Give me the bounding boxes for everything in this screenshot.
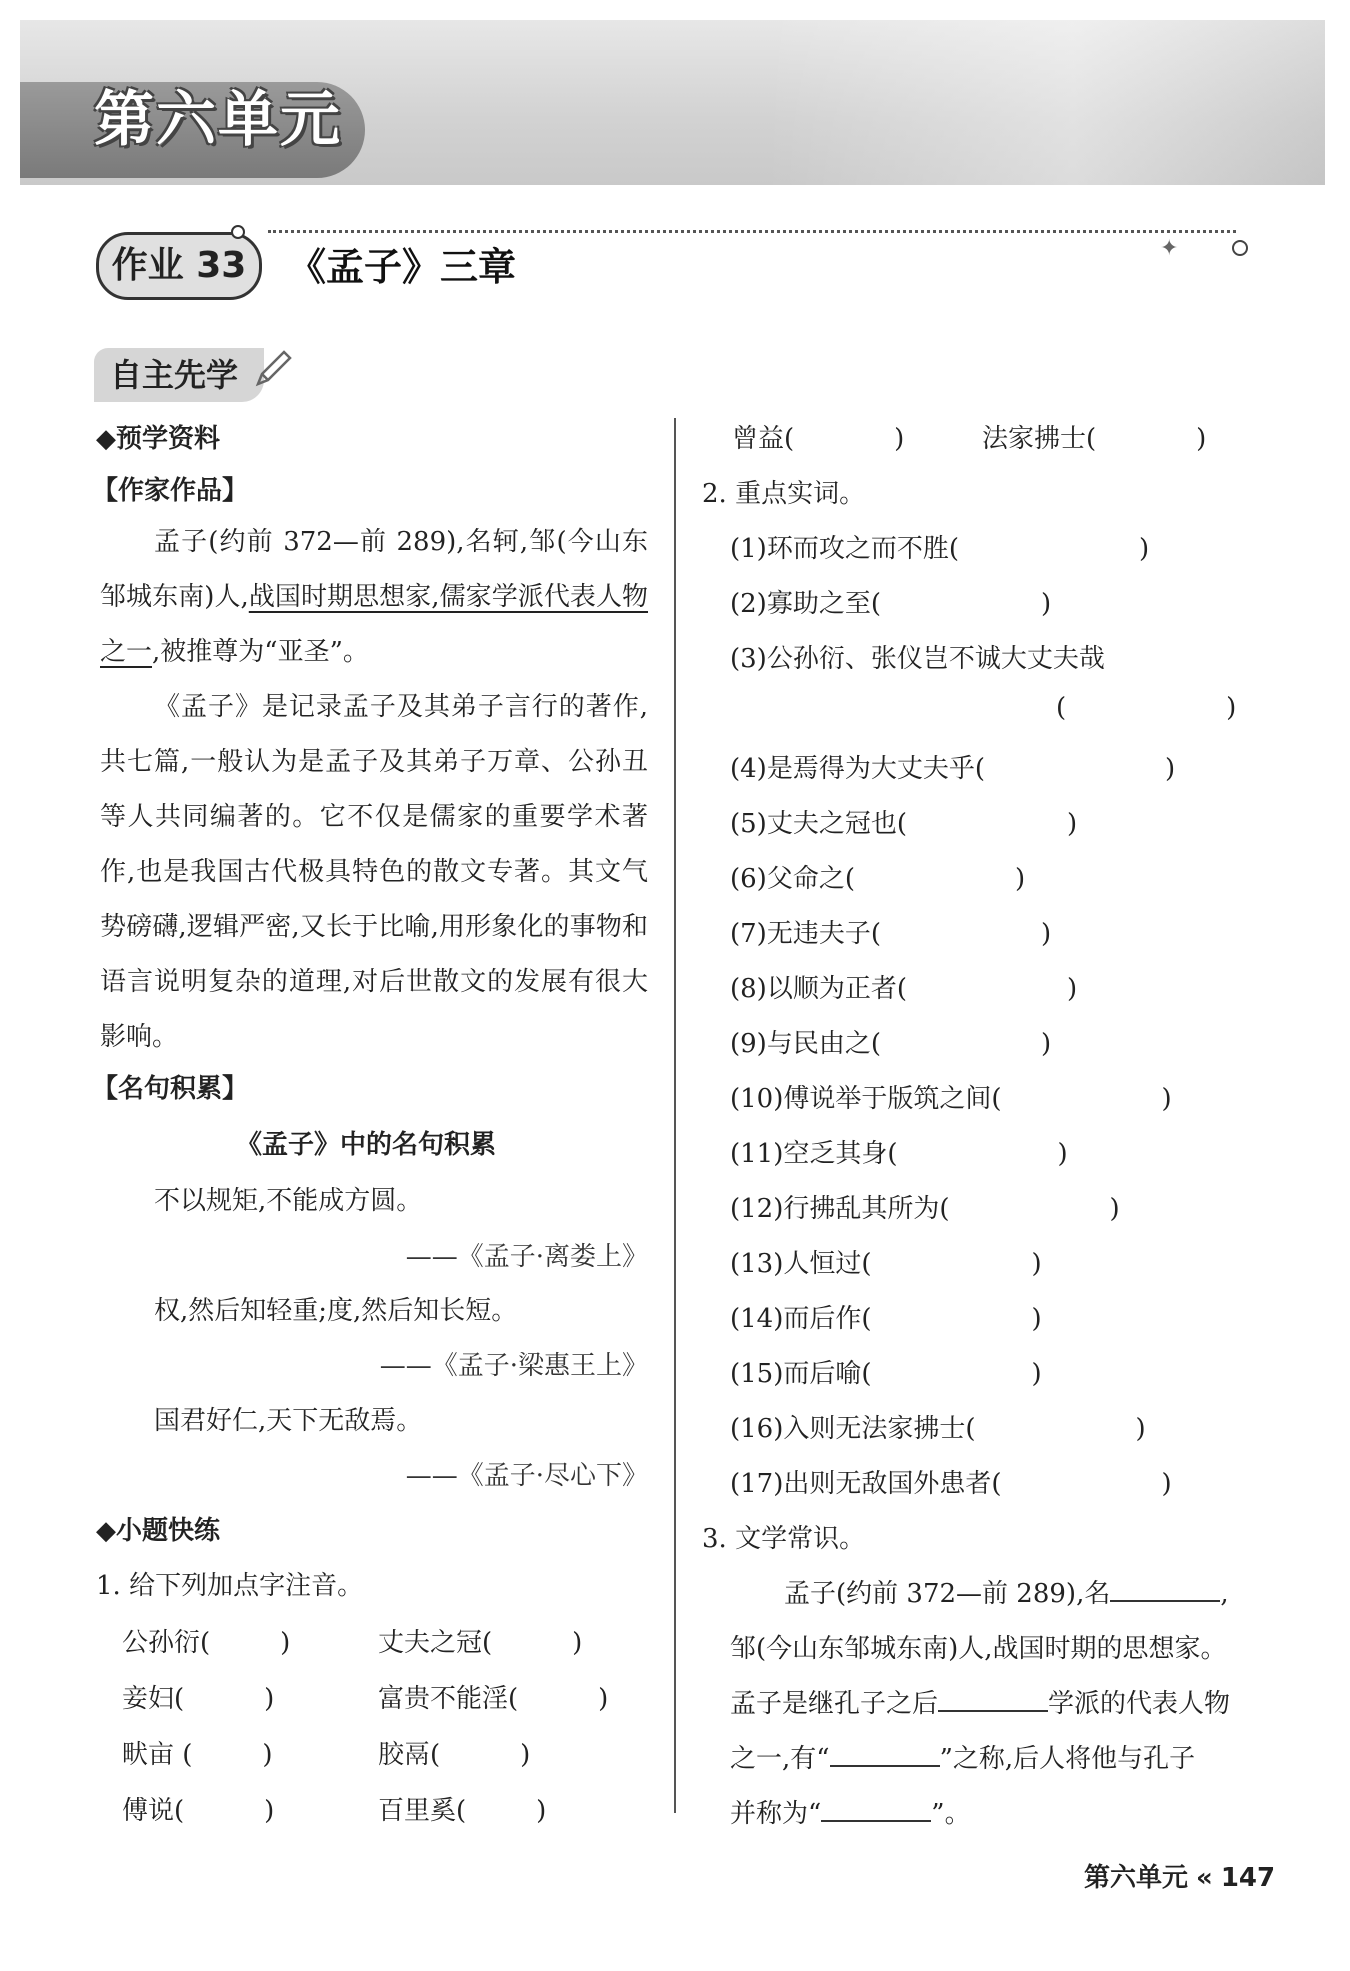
word-item: (3)公孙衍、张仪岂不诚大丈夫哉 (730, 644, 1105, 674)
word-item: (12)行拂乱其所为( ) (730, 1194, 1120, 1224)
quotes-title: 《孟子》中的名句积累 (236, 1130, 497, 1160)
quote-source: ——《孟子·尽心下》 (405, 1461, 648, 1491)
word-item: (9)与民由之( ) (730, 1029, 1052, 1059)
para1-underlined: 战国时期思想家,儒家学派代表人物之一 (100, 582, 649, 667)
word-answer-paren: ( ) (1056, 693, 1237, 723)
literature-line: 孟子(约前 372—前 289),名 , (784, 1573, 1229, 1610)
fill-blank[interactable] (821, 1796, 931, 1822)
word-item: (5)丈夫之冠也( ) (730, 809, 1078, 839)
word-item: (14)而后作( ) (730, 1304, 1042, 1334)
word-item: (2)寡助之至( ) (730, 589, 1052, 619)
unit-title: 第六单元 (94, 85, 342, 155)
quote-text: 权,然后知轻重;度,然后知长短。 (154, 1296, 518, 1326)
pinyin-item: 妾妇( ) (122, 1684, 275, 1714)
pinyin-item: 傅说( ) (122, 1796, 275, 1826)
fill-blank[interactable] (1110, 1576, 1220, 1602)
word-item: (1)环而攻之而不胜( ) (730, 534, 1150, 564)
word-item: (13)人恒过( ) (730, 1249, 1042, 1279)
pinyin-item: 法家拂士( ) (982, 424, 1207, 454)
lesson-title: 《孟子》三章 (288, 245, 517, 289)
literature-line: 并称为“ ”。 (730, 1793, 971, 1830)
section-tab: 自主先学 (94, 348, 264, 402)
quote-source: ——《孟子·梁惠王上》 (379, 1351, 648, 1381)
word-item: (11)空乏其身( ) (730, 1139, 1068, 1169)
word-item: (10)傅说举于版筑之间( ) (730, 1084, 1172, 1114)
page-footer (1084, 1857, 1275, 1894)
fill-blank[interactable] (938, 1686, 1048, 1712)
book-paragraph: 《孟子》是记录孟子及其弟子言行的著作,共七篇,一般认为是孟子及其弟子万章、公孙丑等人共同编著的。它不仅是儒家的重要学术著作,也是我国古代极具特色的散文专著。其文气势磅礴,逻辑严密,又长于比喻,用形象化的事物和语言说明复杂的道理,对后世散文的发展有很大影响。 (100, 692, 648, 1052)
pinyin-item: 公孙衍( ) (122, 1628, 291, 1658)
word-item: (17)出则无敌国外患者( ) (730, 1469, 1172, 1499)
pinyin-item: 百里奚( ) (378, 1796, 547, 1826)
fill-blank[interactable] (830, 1741, 940, 1767)
literature-line: 之一,有“ ”之称,后人将他与孔子 (730, 1738, 1195, 1775)
pinyin-item: 胶鬲( ) (378, 1740, 531, 1770)
footer-unit: 第六单元 (1084, 1863, 1189, 1893)
page-number: 147 (1220, 1863, 1276, 1893)
question-1: 1. 给下列加点字注音。 (96, 1571, 364, 1601)
word-item: (8)以顺为正者( ) (730, 974, 1078, 1004)
para1-text: 孟子(约前 372—前 289),名轲,邹(今山东邹城东南)人, (100, 527, 648, 612)
dotted-line-end-icon (1232, 240, 1248, 256)
pinyin-item: 富贵不能淫( ) (378, 1684, 609, 1714)
word-item: (7)无违夫子( ) (730, 919, 1052, 949)
word-item: (4)是焉得为大丈夫乎( ) (730, 754, 1176, 784)
word-item: (16)入则无法家拂士( ) (730, 1414, 1146, 1444)
quote-source: ——《孟子·离娄上》 (405, 1242, 648, 1272)
pencil-icon (252, 346, 296, 390)
pinyin-item: 丈夫之冠( ) (378, 1628, 583, 1658)
lesson-badge-label: 作业 33 (111, 245, 247, 286)
prestudy-heading: ◆预学资料 (96, 424, 220, 454)
question-2: 2. 重点实词。 (702, 479, 866, 509)
quote-text: 国君好仁,天下无敌焉。 (154, 1406, 423, 1436)
literature-line: 孟子是继孔子之后 学派的代表人物 (730, 1683, 1230, 1720)
word-item: (15)而后喻( ) (730, 1359, 1042, 1389)
question-3: 3. 文学常识。 (702, 1524, 866, 1554)
literature-line: 邹(今山东邹城东南)人,战国时期的思想家。 (730, 1634, 1227, 1664)
author-heading: 【作家作品】 (92, 476, 249, 506)
column-divider (674, 418, 676, 1813)
word-item: (6)父命之( ) (730, 864, 1026, 894)
lesson-badge (96, 232, 262, 300)
practice-heading: ◆小题快练 (96, 1516, 220, 1546)
sparkle-icon: ✦ (1160, 236, 1179, 261)
author-paragraph (100, 515, 648, 680)
quote-text: 不以规矩,不能成方圆。 (154, 1186, 423, 1216)
para1-end: ,被推尊为“亚圣”。 (152, 637, 369, 667)
double-chevron-left-icon: « (1196, 1863, 1213, 1893)
pinyin-item: 曾益( ) (732, 424, 905, 454)
pinyin-item: 畎亩 ( ) (122, 1740, 273, 1770)
quotes-heading: 【名句积累】 (92, 1074, 249, 1104)
